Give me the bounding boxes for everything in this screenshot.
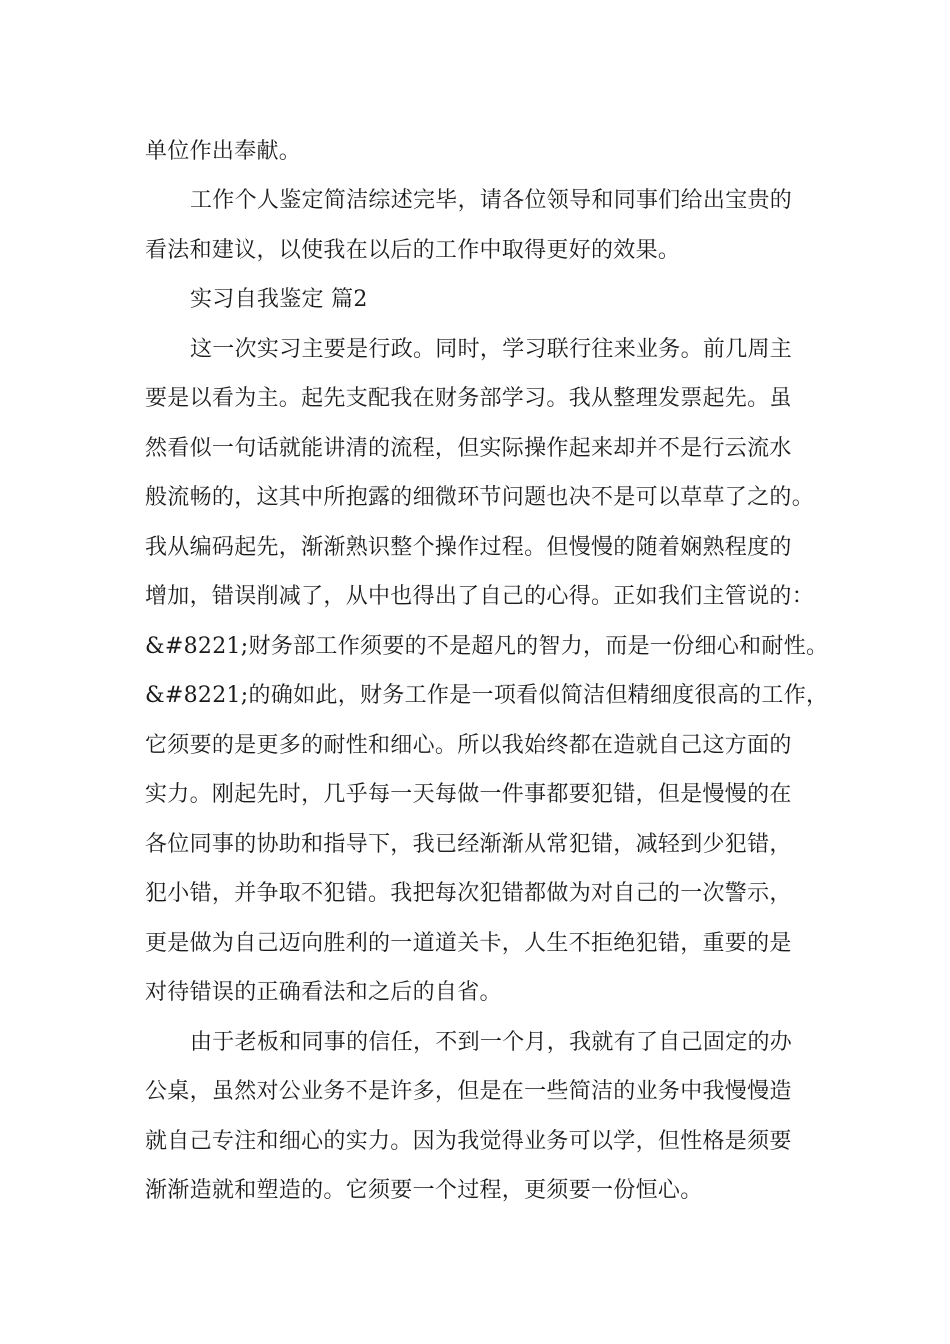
text-line: 单位作出奉献。 [145,139,302,164]
paragraph-start-line: 工作个人鉴定简洁综述完毕，请各位领导和同事们给出宝贵的 [190,188,793,213]
paragraph-start-line: 这一次实习主要是行政。同时，学习联行往来业务。前几周主 [190,337,793,362]
text-line: 就自己专注和细心的实力。因为我觉得业务可以学，但性格是须要 [145,1129,792,1154]
text-line: 各位同事的协助和指导下，我已经渐渐从常犯错，减轻到少犯错， [145,832,792,857]
text-line: &#8221;财务部工作须要的不是超凡的智力，而是一份细心和耐性。 [145,634,829,659]
text-line: 渐渐造就和塑造的。它须要一个过程，更须要一份恒心。 [145,1178,703,1203]
text-line: 然看似一句话就能讲清的流程，但实际操作起来却并不是行云流水 [145,436,792,461]
paragraph-start-line: 由于老板和同事的信任，不到一个月，我就有了自己固定的办 [190,1030,793,1055]
text-line: 犯小错，并争取不犯错。我把每次犯错都做为对自己的一次警示， [145,881,792,906]
text-line: 要是以看为主。起先支配我在财务部学习。我从整理发票起先。虽 [145,386,792,411]
text-line: 对待错误的正确看法和之后的自省。 [145,980,502,1005]
text-line: 更是做为自己迈向胜利的一道道关卡，人生不拒绝犯错，重要的是 [145,931,792,956]
text-line: &#8221;的确如此，财务工作是一项看似简洁但精细度很高的工作， [145,683,829,708]
text-line: 般流畅的，这其中所抱露的细微环节问题也决不是可以草草了之的。 [145,485,815,510]
text-line: 看法和建议，以使我在以后的工作中取得更好的效果。 [145,238,681,263]
section-heading: 实习自我鉴定 篇2 [190,287,368,312]
text-line: 增加，错误削减了，从中也得出了自己的心得。正如我们主管说的： [145,584,815,609]
text-line: 公桌，虽然对公业务不是许多，但是在一些简洁的业务中我慢慢造 [145,1079,792,1104]
text-line: 我从编码起先，渐渐熟识整个操作过程。但慢慢的随着娴熟程度的 [145,535,792,560]
text-line: 它须要的是更多的耐性和细心。所以我始终都在造就自己这方面的 [145,733,792,758]
text-line: 实力。刚起先时，几乎每一天每做一件事都要犯错，但是慢慢的在 [145,782,792,807]
